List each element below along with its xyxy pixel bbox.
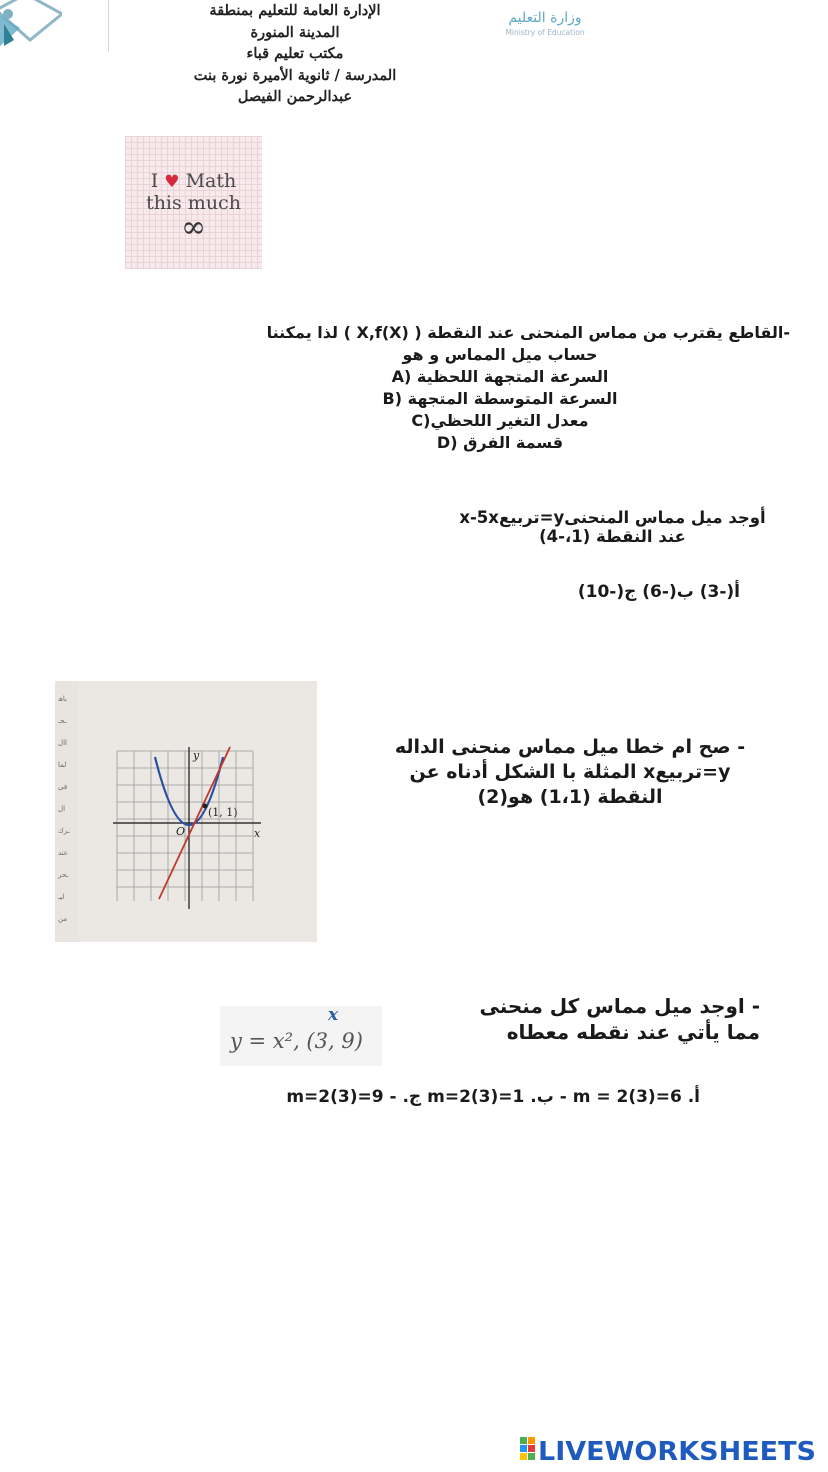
q2-stem-line-2: عند النقطة (1،-4) xyxy=(539,527,686,546)
card-line-2: this much xyxy=(146,192,241,214)
question-2 xyxy=(440,508,785,546)
svg-text:ـحـ: ـحـ xyxy=(58,717,67,725)
ministry-logo xyxy=(470,10,620,37)
graph-y-label: y xyxy=(193,749,200,762)
ministry-name-arabic: وزارة التعليم xyxy=(508,10,582,26)
q1-option-c[interactable]: معدل التغير اللحظي(C xyxy=(411,411,589,430)
equation-image xyxy=(220,1004,382,1066)
svg-text:لما: لما xyxy=(58,761,67,769)
q3-line-2: y=تربيعx المثلة با الشكل أدناه عن xyxy=(409,761,731,783)
infinity-symbol: ∞ xyxy=(181,210,206,245)
question-4 xyxy=(395,993,760,1045)
ministry-logo-mark xyxy=(0,0,62,52)
q2-options[interactable]: أ(-3) ب(-6) ج(-10) xyxy=(577,582,740,602)
ministry-name-english: Ministry of Education xyxy=(505,28,585,37)
graph-origin-label: O xyxy=(176,825,186,838)
question-1 xyxy=(210,322,790,454)
q1-option-b[interactable]: السرعة المتوسطة المتجهة (B xyxy=(382,389,618,408)
header-line-3: مكتب تعليم قباء xyxy=(246,45,344,62)
question-3 xyxy=(350,735,790,810)
card-line-1-pre: I xyxy=(150,170,159,192)
q4-line-2: مما يأتي عند نقطه معطاه xyxy=(506,1020,760,1044)
q4-line-1: - اوجد ميل مماس كل منحنى xyxy=(479,994,760,1018)
svg-text:عند: عند xyxy=(58,849,68,857)
i-love-math-card xyxy=(125,136,262,269)
liveworksheets-brand: LIVEWORKSHEETS xyxy=(538,1437,816,1467)
school-header xyxy=(150,0,440,108)
q2-stem-line-1: أوجد ميل مماس المنحنىy=تربيعx-5x xyxy=(459,508,766,527)
q4-options[interactable]: أ. m = 2(3)=6 - ب. m=2(3)=1 ج. - m=2(3)=9 xyxy=(286,1087,700,1107)
heart-icon: ♥ xyxy=(164,172,180,192)
card-line-1-post: Math xyxy=(185,170,237,192)
q1-stem-line-1: -القاطع يقترب من مماس المنحنى عند النقطة ( X,f(X) ) لذا يمكننا xyxy=(266,323,790,342)
header-line-5: عبدالرحمن الفيصل xyxy=(237,88,353,105)
liveworksheets-logo xyxy=(520,1431,820,1467)
equation-x-marker: x xyxy=(328,1005,339,1025)
q1-stem-line-2: حساب ميل المماس و هو xyxy=(402,345,598,364)
liveworksheets-icon xyxy=(520,1437,535,1460)
svg-text:ال: ال xyxy=(58,805,66,813)
q1-option-a[interactable]: السرعة المتجهة اللحظية (A xyxy=(391,367,609,386)
q3-line-1: - صح ام خطا ميل مماس منحنى الداله xyxy=(394,736,746,758)
card-line-1 xyxy=(125,170,262,192)
header-line-1: الإدارة العامة للتعليم بمنطقة xyxy=(209,2,381,19)
q3-line-3: النقطة (1،1) هو(2) xyxy=(477,786,663,808)
svg-text:فى: فى xyxy=(58,783,68,791)
equation-text: y = x², (3, 9) xyxy=(230,1029,363,1053)
header-line-2: المدينة المنورة xyxy=(250,23,340,41)
svg-text:باھ: باھ xyxy=(58,695,67,703)
header-divider xyxy=(108,0,109,52)
svg-text:ـحر: ـحر xyxy=(58,871,69,879)
svg-text:ـرك: ـرك xyxy=(58,827,70,835)
svg-text:اال: اال xyxy=(58,739,67,747)
graph-x-label: x xyxy=(254,827,261,840)
svg-text:من: من xyxy=(58,915,68,923)
header-line-4: المدرسة / ثانوية الأميرة نورة بنت xyxy=(193,66,397,84)
parabola-graph-photo xyxy=(55,681,317,942)
svg-text:ليـ: ليـ xyxy=(58,893,65,901)
q1-option-d[interactable]: قسمة الفرق (D xyxy=(436,433,564,452)
graph-point-label: (1, 1) xyxy=(208,806,238,819)
